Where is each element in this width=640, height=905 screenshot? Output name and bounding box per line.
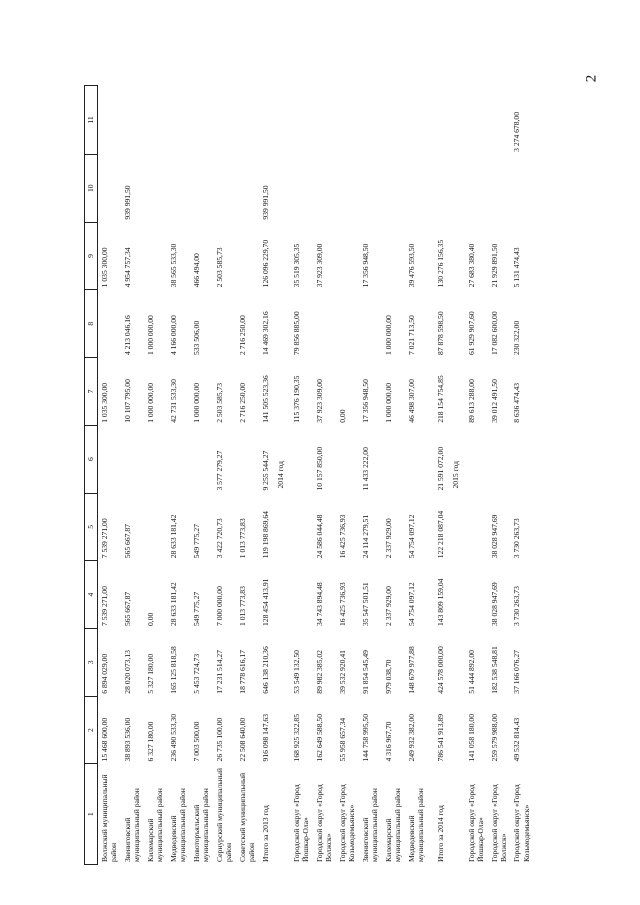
total-row (259, 86, 272, 865)
cell-col-5 (465, 493, 488, 561)
table-body (98, 86, 534, 865)
cell-col-11 (98, 86, 121, 155)
cell-col-8: 533 506,00 (191, 320, 201, 356)
cell-col-4 (465, 561, 488, 629)
cell-col-5 (144, 493, 167, 561)
cell-col-11 (290, 86, 313, 155)
cell-col-11 (434, 86, 447, 155)
cell-col-7: 1 000 000,00 (191, 382, 201, 423)
cell-col-2: 55 958 657,34 (337, 717, 347, 762)
cell-col-3: 18 778 616,17 (237, 650, 247, 694)
table-row (359, 86, 382, 865)
cell-col-2: 144 758 995,50 (360, 713, 370, 762)
cell-col-5: 1 013 773,83 (237, 518, 247, 559)
cell-col-9: 126 096 229,70 (260, 239, 270, 288)
cell-col-2: 15 468 600,00 (100, 717, 109, 762)
cell-col-5: 3 730 263,73 (512, 518, 522, 559)
cell-col-9: 2 503 585,73 (214, 247, 224, 288)
cell-col-4: 7 539 271,00 (100, 586, 109, 626)
column-header-4: 4 (85, 561, 98, 629)
cell-col-9: 27 683 380,40 (466, 243, 476, 288)
cell-col-3: 51 444 892,00 (466, 650, 476, 694)
cell-col-10: 939 991,50 (122, 185, 132, 220)
budget-table (84, 85, 533, 865)
cell-col-10 (98, 154, 121, 222)
year-heading: 2014 год (276, 461, 286, 489)
cell-col-8: 1 000 000,00 (383, 315, 393, 356)
cell-col-3: 646 138 210,36 (260, 646, 270, 694)
cell-col-9: 5 131 474,43 (512, 247, 522, 288)
table-row (190, 86, 213, 865)
cell-col-5: 16 425 736,93 (337, 514, 347, 559)
cell-col-2: 249 932 382,00 (406, 713, 416, 762)
cell-col-4: 1 013 773,83 (237, 586, 247, 626)
table-row (382, 86, 405, 865)
cell-col-6 (336, 425, 359, 493)
cell-col-8 (336, 290, 359, 358)
cell-col-7: 46 498 307,00 (406, 379, 416, 423)
year-heading-row (272, 86, 289, 865)
cell-col-10 (359, 154, 382, 222)
cell-col-2: 236 490 533,30 (168, 713, 178, 762)
cell-col-10 (510, 154, 533, 222)
cell-col-4: 54 754 097,12 (406, 582, 416, 626)
cell-col-9: 4 954 757,34 (122, 247, 132, 288)
cell-col-7: 10 107 795,00 (122, 379, 132, 423)
cell-col-3: 979 038,70 (383, 659, 393, 694)
cell-col-6: 3 577 279,27 (214, 450, 224, 491)
table-row (465, 86, 488, 865)
cell-col-10 (190, 154, 213, 222)
column-header-11: 11 (85, 86, 98, 155)
cell-col-9: 38 565 533,30 (168, 243, 178, 288)
row-label: Килемарский муниципальный район (383, 788, 403, 862)
cell-col-11 (259, 86, 272, 155)
cell-col-6 (290, 425, 313, 493)
cell-col-6 (236, 425, 259, 493)
row-label: Волжский муниципальный район (100, 774, 119, 862)
cell-col-2: 916 098 147,63 (260, 713, 270, 762)
column-header-8: 8 (85, 290, 98, 358)
cell-col-4: 7 000 000,00 (214, 586, 224, 626)
table-row (144, 86, 167, 865)
table-row (313, 86, 336, 865)
row-label: Городской округ «Город Козьмодемьянск» (512, 784, 531, 862)
table-row (98, 86, 121, 865)
year-heading: 2015 год (451, 461, 461, 489)
cell-col-9: 466 494,00 (191, 253, 201, 288)
cell-col-10: 939 991,50 (260, 185, 270, 220)
cell-col-3: 53 549 132,50 (291, 650, 301, 694)
cell-col-4: 38 028 947,69 (489, 582, 499, 626)
cell-col-7: 115 376 190,35 (291, 375, 301, 423)
column-header-1: 1 (85, 764, 98, 865)
cell-col-9 (382, 222, 405, 290)
cell-col-2: 7 003 500,00 (191, 721, 201, 762)
cell-col-4: 35 547 501,51 (360, 582, 370, 626)
cell-col-8: 230 322,00 (512, 320, 522, 356)
cell-col-5: 119 198 869,64 (260, 511, 270, 559)
row-label: Новоторъяльский муниципальный район (191, 788, 211, 862)
cell-col-7: 1 000 000,00 (383, 382, 393, 423)
cell-col-2: 26 735 100,00 (214, 717, 224, 762)
cell-col-2: 6 327 180,00 (145, 721, 155, 762)
cell-col-8: 87 878 598,50 (435, 311, 445, 356)
cell-col-7: 0,00 (337, 409, 347, 423)
cell-col-9: 21 929 891,50 (489, 243, 499, 288)
cell-col-3: 165 125 818,58 (168, 646, 178, 694)
cell-col-7: 17 356 948,50 (360, 379, 370, 423)
cell-col-6 (488, 425, 511, 493)
cell-col-11 (359, 86, 382, 155)
cell-col-7: 37 923 309,00 (314, 379, 324, 423)
cell-col-5: 7 539 271,00 (100, 518, 109, 559)
cell-col-6 (405, 425, 428, 493)
cell-col-4: 2 337 929,00 (383, 586, 393, 626)
cell-col-8: 61 929 907,60 (466, 311, 476, 356)
cell-col-3: 424 578 000,00 (435, 646, 445, 694)
cell-col-9 (144, 222, 167, 290)
cell-col-10 (488, 154, 511, 222)
row-label: Сернурский муниципальный район (214, 768, 234, 862)
cell-col-4: 128 454 413,91 (260, 578, 270, 626)
table-row (336, 86, 359, 865)
cell-col-4: 0,00 (145, 612, 155, 626)
cell-col-7: 39 012 491,50 (489, 379, 499, 423)
cell-col-11 (382, 86, 405, 155)
column-header-2: 2 (85, 696, 98, 764)
cell-col-9: 130 276 156,35 (435, 239, 445, 288)
table-row (405, 86, 428, 865)
cell-col-10 (336, 154, 359, 222)
cell-col-5: 122 218 087,04 (435, 510, 445, 559)
cell-col-9: 35 519 305,35 (291, 243, 301, 288)
cell-col-11 (167, 86, 190, 155)
cell-col-11 (465, 86, 488, 155)
row-label: Итого за 2013 год (260, 805, 270, 862)
row-label: Килемарский муниципальный район (145, 788, 165, 862)
cell-col-7: 1 000 000,00 (145, 382, 155, 423)
cell-col-4 (290, 561, 313, 629)
cell-col-11 (313, 86, 336, 155)
cell-col-6: 9 255 544,27 (260, 450, 270, 491)
cell-col-10 (405, 154, 428, 222)
cell-col-7: 8 636 474,43 (512, 382, 522, 423)
cell-col-5: 24 586 044,48 (314, 514, 324, 559)
cell-col-6: 11 433 222,00 (360, 447, 370, 491)
cell-col-10 (434, 154, 447, 222)
row-label: Городской округ «Город Козьмодемьянск» (337, 784, 357, 862)
total-row (434, 86, 447, 865)
cell-col-7: 42 731 533,30 (168, 379, 178, 423)
cell-col-8: 7 021 713,50 (406, 315, 416, 356)
cell-col-10 (465, 154, 488, 222)
cell-col-9: 1 035 300,00 (100, 247, 109, 288)
table-row (213, 86, 236, 865)
cell-col-5: 28 633 181,42 (168, 514, 178, 559)
cell-col-10 (167, 154, 190, 222)
cell-col-5: 38 028 947,69 (489, 514, 499, 559)
cell-col-6 (510, 425, 533, 493)
cell-col-8: 4 166 000,00 (168, 315, 178, 356)
cell-col-8: 17 082 600,00 (489, 311, 499, 356)
cell-col-7: 141 505 523,36 (260, 375, 270, 423)
table-row (167, 86, 190, 865)
cell-col-3: 28 020 073,13 (122, 650, 132, 694)
cell-col-4: 34 743 894,48 (314, 582, 324, 626)
cell-col-5: 565 667,87 (122, 524, 132, 559)
cell-col-10 (236, 154, 259, 222)
cell-col-7: 218 154 754,85 (435, 375, 445, 423)
cell-col-4: 16 425 736,93 (337, 582, 347, 626)
cell-col-10 (382, 154, 405, 222)
year-heading-row (447, 86, 464, 865)
cell-col-2: 38 893 536,00 (122, 717, 132, 762)
table-row (488, 86, 511, 865)
cell-col-11 (144, 86, 167, 155)
cell-col-8 (98, 290, 121, 358)
cell-col-2: 49 532 814,43 (512, 717, 522, 762)
table-row (121, 86, 144, 865)
cell-col-11 (336, 86, 359, 155)
cell-col-9 (236, 222, 259, 290)
cell-col-3: 17 231 514,27 (214, 650, 224, 694)
cell-col-3: 37 166 076,27 (512, 650, 522, 694)
cell-col-11 (213, 86, 236, 155)
column-header-9: 9 (85, 222, 98, 290)
row-label: Звениговский муниципальный район (122, 788, 142, 862)
cell-col-11 (236, 86, 259, 155)
cell-col-3: 148 679 977,88 (406, 646, 416, 694)
cell-col-10 (290, 154, 313, 222)
row-label: Городской округ «Город Йошкар-Ола» (291, 784, 311, 862)
cell-col-9: 37 923 309,00 (314, 243, 324, 288)
rotated-table-container (84, 85, 577, 865)
column-number-row (85, 86, 98, 865)
column-header-6: 6 (85, 425, 98, 493)
cell-col-5: 549 775,27 (191, 524, 201, 559)
cell-col-4: 565 667,87 (122, 591, 132, 626)
cell-col-3: 182 538 548,81 (489, 646, 499, 694)
column-header-10: 10 (85, 154, 98, 222)
cell-col-6 (98, 425, 121, 493)
cell-col-11 (121, 86, 144, 155)
cell-col-8: 2 716 250,00 (237, 315, 247, 356)
cell-col-4: 549 775,27 (191, 591, 201, 626)
cell-col-9 (336, 222, 359, 290)
cell-col-2: 259 579 988,00 (489, 713, 499, 762)
cell-col-7: 2 503 585,73 (214, 382, 224, 423)
cell-col-8: 79 856 885,00 (291, 311, 301, 356)
cell-col-3: 89 982 385,02 (314, 650, 324, 694)
cell-col-6 (121, 425, 144, 493)
table-row (510, 86, 533, 865)
cell-col-8: 1 000 000,00 (145, 315, 155, 356)
cell-col-3: 5 327 180,00 (145, 653, 155, 694)
column-header-3: 3 (85, 628, 98, 696)
cell-col-8: 4 213 046,16 (122, 315, 132, 356)
row-label: Медведевский муниципальный район (168, 788, 188, 862)
row-label: Городской округ «Город Волжск» (314, 784, 334, 862)
cell-col-3: 39 532 920,41 (337, 650, 347, 694)
cell-col-10 (213, 154, 236, 222)
cell-col-4: 3 730 263,73 (512, 586, 522, 626)
row-label: Городской округ «Город Йошкар-Ола» (466, 784, 486, 862)
table-row (290, 86, 313, 865)
cell-col-6: 21 591 072,00 (435, 446, 445, 491)
column-header-5: 5 (85, 493, 98, 561)
row-label: Звениговский муниципальный район (360, 788, 380, 862)
cell-col-6: 10 157 850,00 (314, 446, 324, 491)
cell-col-11 (488, 86, 511, 155)
cell-col-5: 54 754 097,12 (406, 514, 416, 559)
cell-col-11 (190, 86, 213, 155)
cell-col-9: 39 476 593,50 (406, 243, 416, 288)
cell-col-5: 24 114 279,51 (360, 514, 370, 559)
cell-col-6 (382, 425, 405, 493)
cell-col-5 (290, 493, 313, 561)
cell-col-11 (405, 86, 428, 155)
cell-col-3: 6 894 029,00 (100, 653, 109, 694)
cell-col-5: 3 422 720,73 (214, 518, 224, 559)
page-number: 2 (583, 74, 600, 83)
cell-col-7: 89 613 288,00 (466, 379, 476, 423)
cell-col-2: 168 925 322,85 (291, 713, 301, 762)
cell-col-8 (313, 290, 336, 358)
cell-col-6 (144, 425, 167, 493)
cell-col-8 (359, 290, 382, 358)
cell-col-8: 14 469 302,16 (260, 311, 270, 356)
cell-col-9: 17 356 948,50 (360, 243, 370, 288)
cell-col-6 (465, 425, 488, 493)
row-label: Медведевский муниципальный район (406, 788, 426, 862)
cell-col-2: 162 649 588,50 (314, 713, 324, 762)
cell-col-6 (190, 425, 213, 493)
cell-col-4: 28 633 181,42 (168, 582, 178, 626)
cell-col-2: 141 058 180,00 (466, 713, 476, 762)
table-row (236, 86, 259, 865)
cell-col-10 (144, 154, 167, 222)
cell-col-8 (213, 290, 236, 358)
cell-col-4: 143 809 159,04 (435, 578, 445, 626)
column-header-7: 7 (85, 358, 98, 426)
cell-col-2: 786 541 913,89 (435, 713, 445, 762)
row-label: Городской округ «Город Волжск» (489, 784, 508, 862)
cell-col-7: 2 716 250,00 (237, 382, 247, 423)
cell-col-3: 91 854 545,49 (360, 650, 370, 694)
cell-col-10 (313, 154, 336, 222)
row-label: Советский муниципальный район (237, 772, 257, 862)
cell-col-6 (167, 425, 190, 493)
row-label: Итого за 2014 год (435, 805, 445, 862)
cell-col-11: 3 274 678,00 (512, 111, 522, 152)
cell-col-3: 5 453 724,73 (191, 653, 201, 694)
cell-col-7: 1 035 300,00 (100, 382, 109, 423)
cell-col-2: 4 316 967,70 (383, 721, 393, 762)
cell-col-2: 22 508 640,00 (237, 717, 247, 762)
cell-col-5: 2 337 929,00 (383, 518, 393, 559)
